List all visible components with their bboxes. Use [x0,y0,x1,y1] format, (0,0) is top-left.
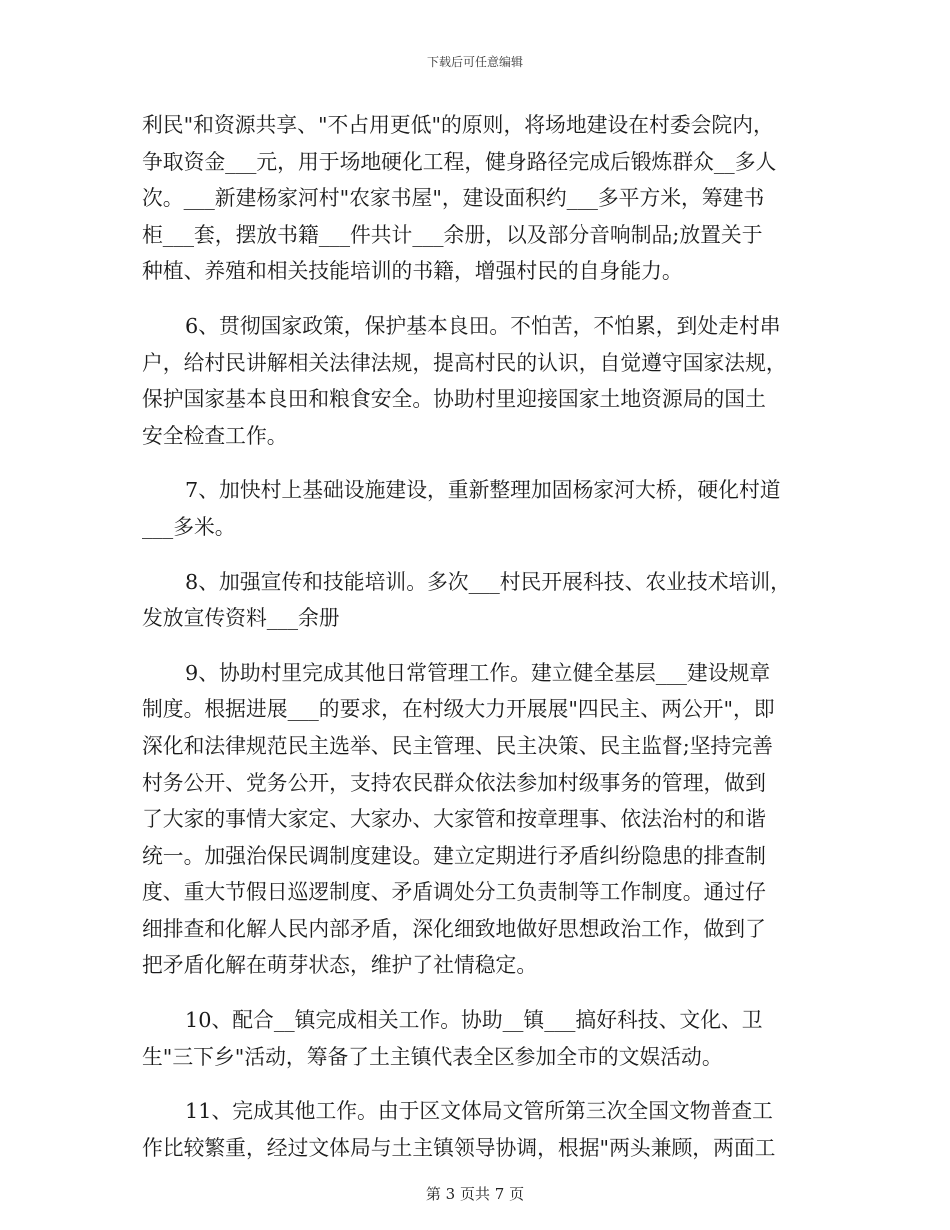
text-line: 保护国家基本良田和粮食安全。协助村里迎接国家土地资源局的国土 [142,387,766,412]
text-line: 户，给村民讲解相关法律法规，提高村民的认识，自觉遵守国家法规， [142,350,787,375]
text-line: 统一。加强治保民调制度建设。建立定期进行矛盾纠纷隐患的排查制 [142,843,766,868]
text-line: 制度。根据进展___的要求，在村级大力开展展"四民主、两公开"，即 [142,697,775,722]
text-line: 种植、养殖和相关技能培训的书籍，增强村民的自身能力。 [142,259,683,284]
text-line: 度、重大节假日巡逻制度、矛盾调处分工负责制等工作制度。通过仔 [142,880,766,905]
text-line: 深化和法律规范民主选举、民主管理、民主决策、民主监督;坚持完善 [142,733,773,758]
text-line: 争取资金___元，用于场地硬化工程，健身路径完成后锻炼群众__多人 [142,149,777,174]
text-line: 9、协助村里完成其他日常管理工作。建立健全基层___建设规章 [185,660,771,685]
text-line: 10、配合__镇完成相关工作。协助__镇___搞好科技、文化、卫 [185,1008,763,1033]
text-line: 村务公开、党务公开，支持农民群众依法参加村级事务的管理，做到 [142,770,766,795]
text-line: 柜___套，摆放书籍___件共计___余册，以及部分音响制品;放置关于 [142,222,763,247]
text-line: 作比较繁重，经过文体局与土主镇领导协调，根据"两头兼顾，两面工 [142,1135,776,1160]
page-header: 下载后可任意编辑 [426,55,523,69]
page-footer: 第 3 页共 7 页 [425,1185,525,1203]
text-line: 次。___新建杨家河村"农家书屋"，建设面积约___多平方米，筹建书 [142,186,765,211]
text-line: 11、完成其他工作。由于区文体局文管所第三次全国文物普查工 [185,1099,773,1124]
text-line: 8、加强宣传和技能培训。多次___村民开展科技、农业技术培训， [185,569,791,594]
text-line: 7、加快村上基础设施建设，重新整理加固杨家河大桥，硬化村道 [185,478,781,503]
text-line: 了大家的事情大家定、大家办、大家管和按章理事、依法治村的和谐 [142,807,766,832]
text-line: 安全检查工作。 [142,423,288,448]
text-line: 把矛盾化解在萌芽状态，维护了社情稳定。 [142,953,538,978]
text-line: 利民"和资源共享、"不占用更低"的原则，将场地建设在村委会院内， [142,113,774,137]
text-line: 细排查和化解人民内部矛盾，深化细致地做好思想政治工作，做到了 [142,916,766,941]
text-line: 生"三下乡"活动，筹备了土主镇代表全区参加全市的文娱活动。 [142,1044,723,1069]
text-line: ___多米。 [142,514,236,539]
document-body [142,107,810,1166]
text-line: 发放宣传资料___余册 [142,606,340,631]
text-line: 6、贯彻国家政策，保护基本良田。不怕苦，不怕累，到处走村串 [185,313,781,338]
